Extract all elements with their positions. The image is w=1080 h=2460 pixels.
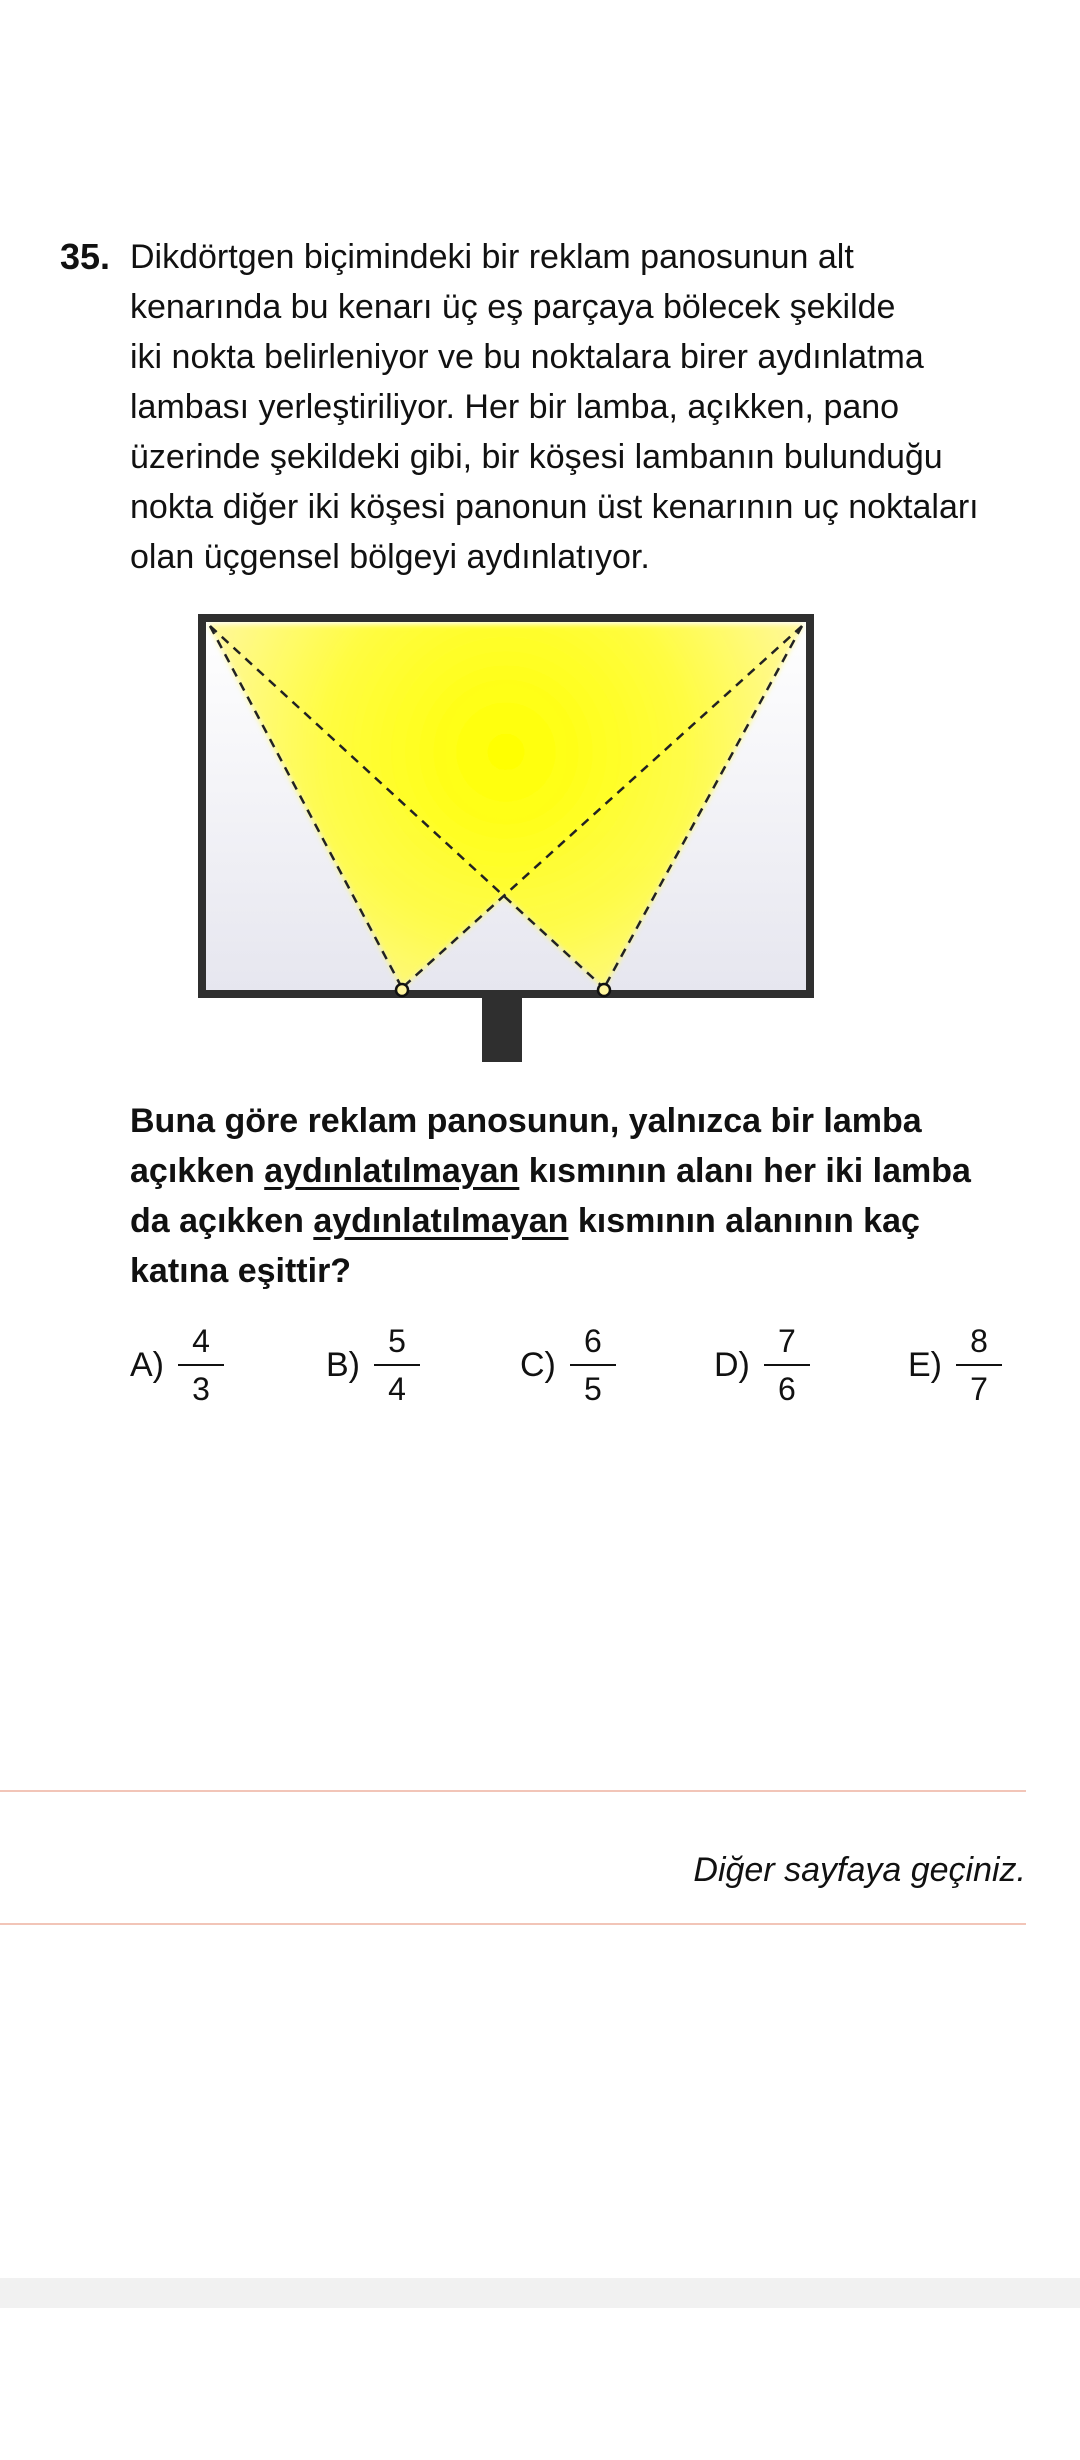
prompt-line — [130, 1196, 1070, 1246]
prompt-line — [130, 1146, 1070, 1196]
numerator: 4 — [192, 1323, 210, 1359]
support-pole — [482, 992, 522, 1062]
prompt-line: Buna göre reklam panosunun, yalnızca bir lamba — [130, 1102, 922, 1140]
underlined-term: aydınlatılmayan — [313, 1202, 569, 1240]
question-line: üzerinde şekildeki gibi, bir köşesi lambanın bulunduğu — [130, 438, 943, 476]
question-text — [130, 232, 1080, 582]
fraction-bar — [764, 1364, 810, 1366]
lamp-left — [396, 984, 408, 996]
question-prompt — [130, 1096, 1070, 1296]
choice-c[interactable] — [520, 1315, 616, 1415]
choice-label: D) — [714, 1345, 750, 1384]
prompt-fragment: da açıkken — [130, 1202, 314, 1240]
choice-e[interactable] — [908, 1315, 1002, 1415]
question-line: olan üçgensel bölgeyi aydınlatıyor. — [130, 538, 650, 576]
question-line: iki nokta belirleniyor ve bu noktalara birer aydınlatma — [130, 338, 924, 376]
billboard-diagram — [196, 612, 816, 1072]
denominator: 7 — [970, 1371, 988, 1407]
denominator: 3 — [192, 1371, 210, 1407]
answer-choices — [130, 1315, 1030, 1415]
fraction-bar — [570, 1364, 616, 1366]
page-bottom-band — [0, 2278, 1080, 2308]
denominator: 4 — [388, 1371, 406, 1407]
question-line: nokta diğer iki köşesi panonun üst kenarının uç noktaları — [130, 488, 979, 526]
choice-label: A) — [130, 1345, 164, 1384]
fraction-bar — [178, 1364, 224, 1366]
numerator: 7 — [777, 1323, 796, 1359]
lamp-right — [598, 984, 610, 996]
prompt-line: katına eşittir? — [130, 1252, 352, 1290]
fraction-bar — [956, 1364, 1002, 1366]
fraction — [374, 1321, 420, 1409]
prompt-fragment: açıkken — [130, 1152, 265, 1190]
question-line: kenarında bu kenarı üç eş parçaya bölecek şekilde — [130, 288, 896, 326]
choice-a[interactable] — [130, 1315, 224, 1415]
choice-b[interactable] — [326, 1315, 420, 1415]
choice-d[interactable] — [714, 1315, 810, 1415]
billboard-figure — [196, 612, 816, 1072]
fraction-bar — [374, 1364, 420, 1366]
denominator: 5 — [583, 1371, 602, 1407]
underlined-term: aydınlatılmayan — [264, 1152, 520, 1190]
footer-rule-top — [0, 1790, 1026, 1792]
numerator: 6 — [583, 1323, 602, 1359]
prompt-fragment: kısmının alanının kaç — [568, 1202, 920, 1240]
numerator: 5 — [388, 1323, 406, 1359]
fraction — [764, 1321, 810, 1409]
choice-label: C) — [520, 1345, 556, 1384]
choice-label: B) — [326, 1345, 360, 1384]
fraction — [178, 1321, 224, 1409]
question-line: Dikdörtgen biçimindeki bir reklam panosunun alt — [130, 238, 854, 276]
choice-label: E) — [908, 1345, 942, 1384]
footer-rule-bottom — [0, 1923, 1026, 1925]
question-line: lambası yerleştiriliyor. Her bir lamba, açıkken, pano — [130, 388, 900, 426]
denominator: 6 — [777, 1371, 796, 1407]
fraction — [570, 1321, 616, 1409]
prompt-fragment: kısmının alanı her iki lamba — [519, 1152, 971, 1190]
next-page-note: Diğer sayfaya geçiniz. — [693, 1851, 1026, 1889]
fraction — [956, 1321, 1002, 1409]
numerator: 8 — [970, 1323, 988, 1359]
question-number: 35. — [60, 236, 111, 277]
